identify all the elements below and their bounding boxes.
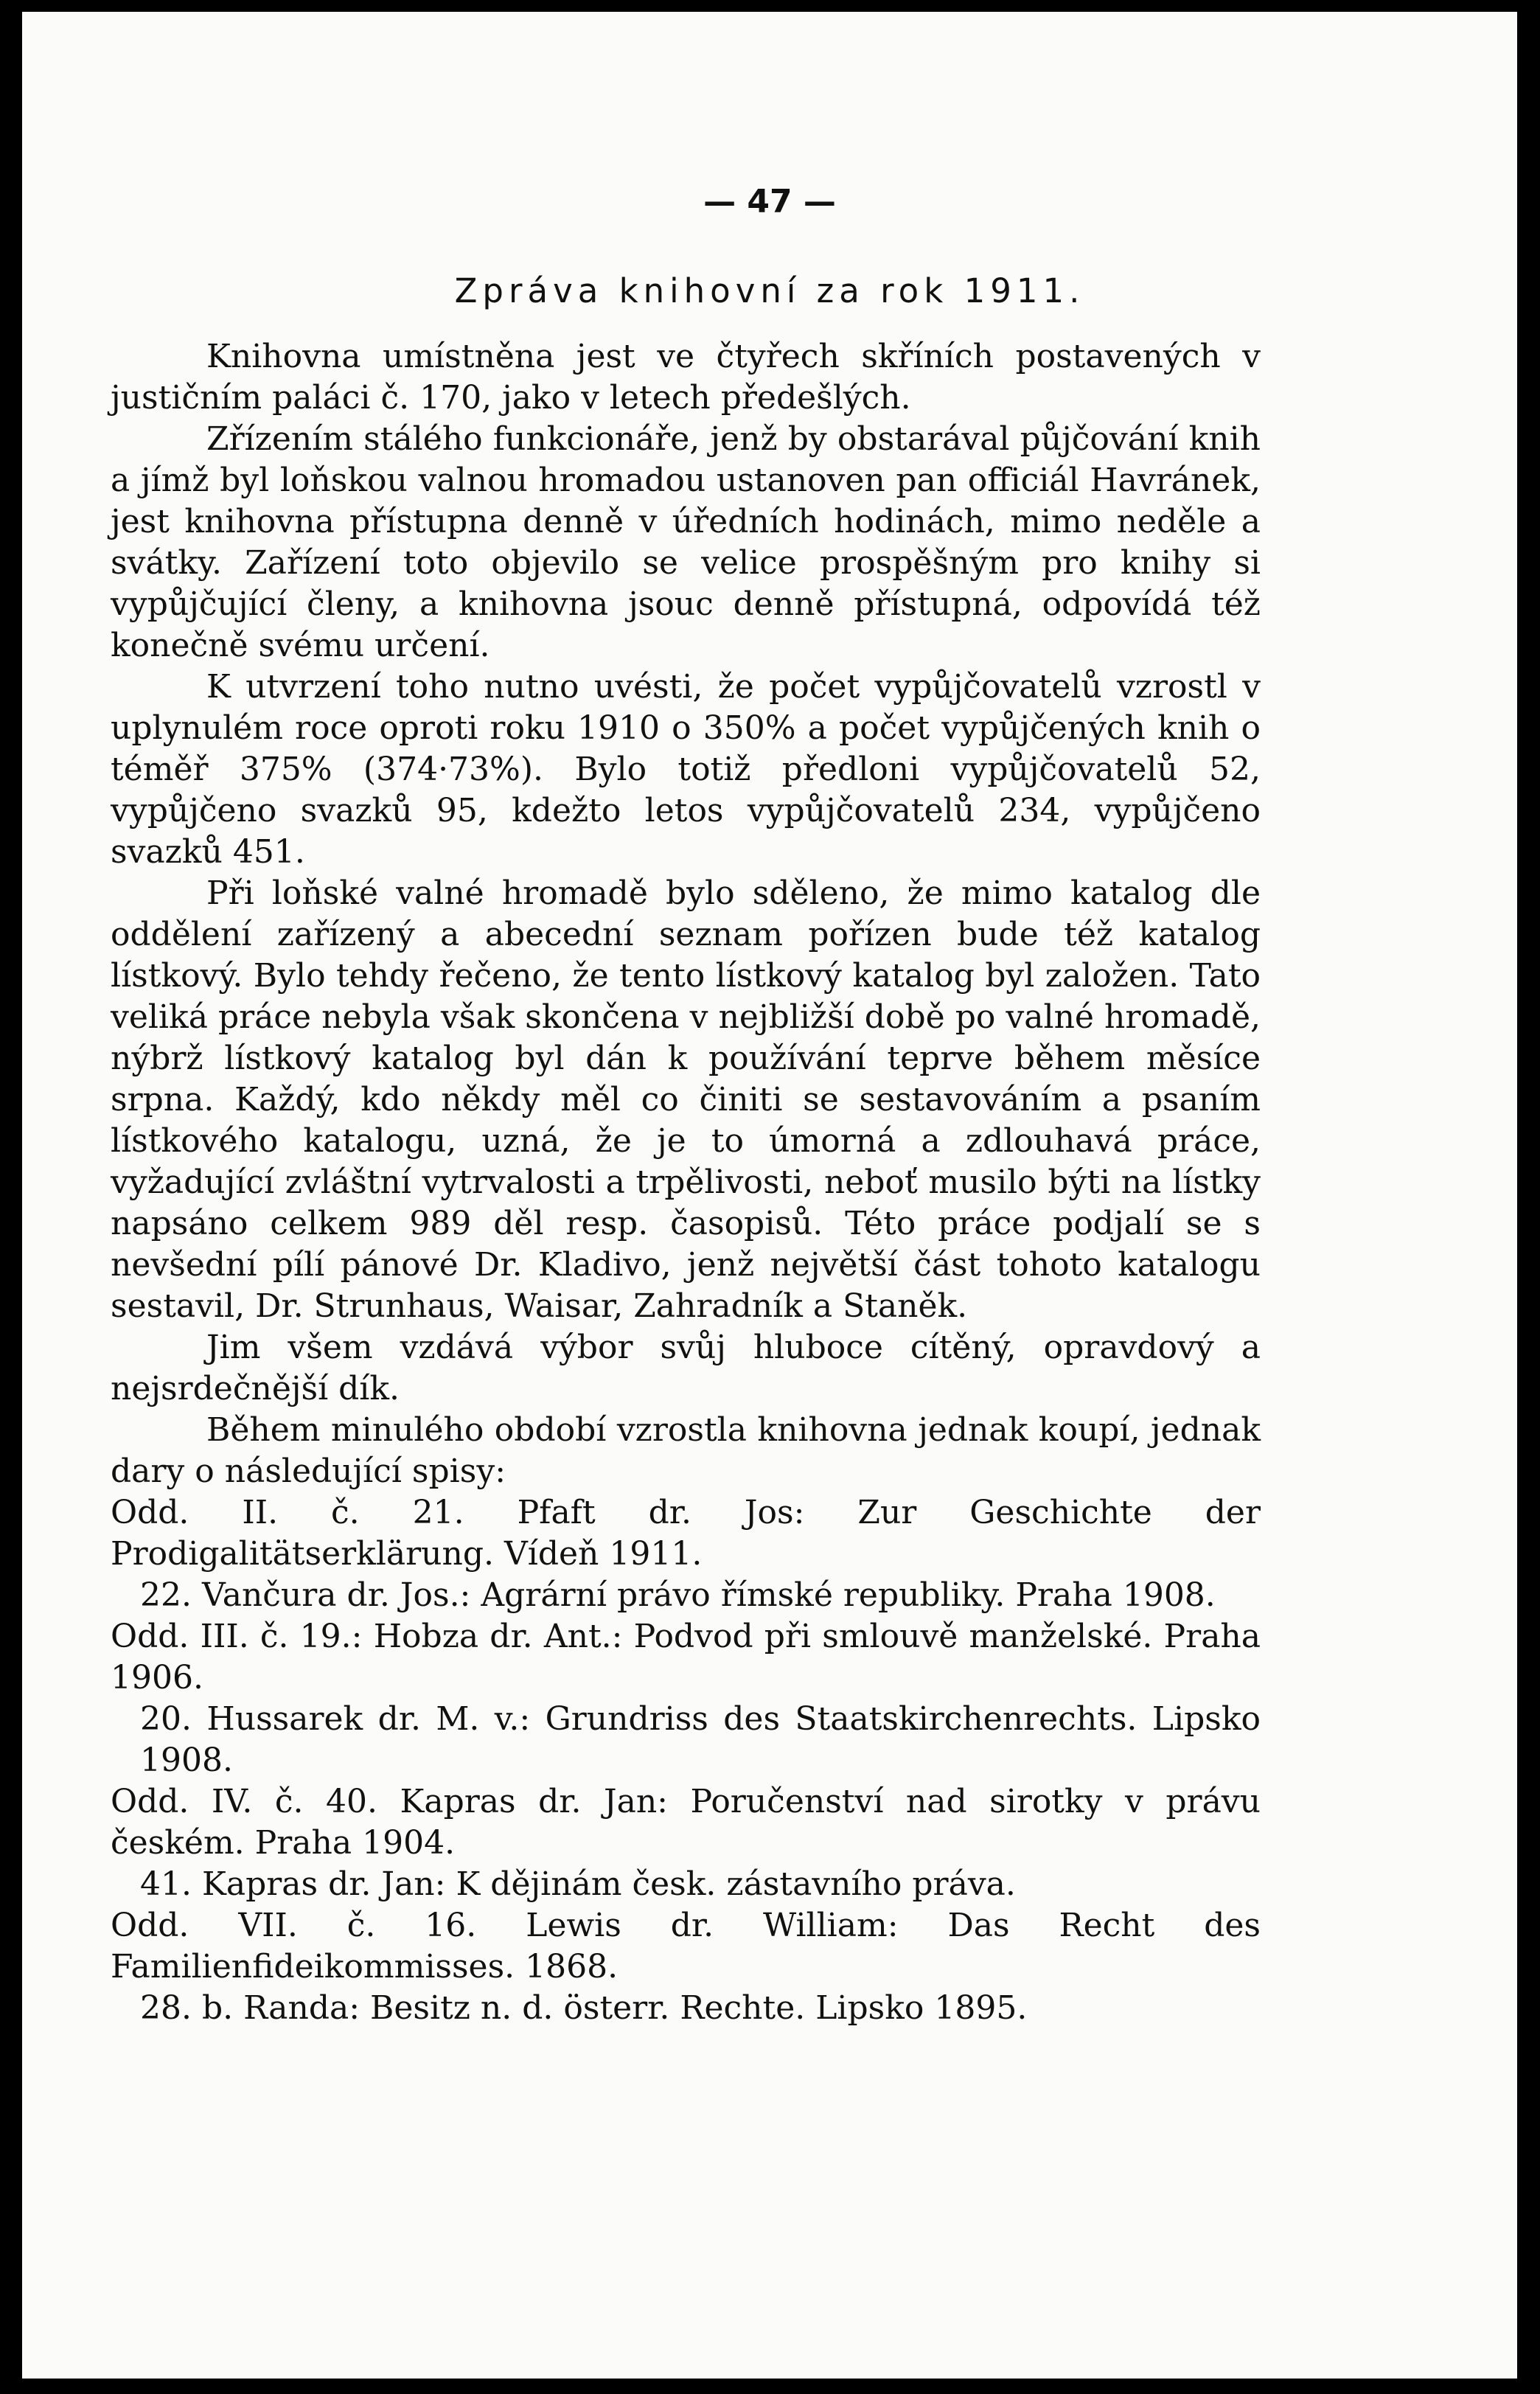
document-page	[22, 12, 1517, 2379]
entry-number: Odd. III. č. 19.:	[111, 1618, 363, 1655]
book-entry	[111, 1699, 1261, 1781]
entry-text: Kapras dr. Jan: Poručenství nad sirotky v právu českém. Praha 1904.	[111, 1783, 1261, 1862]
entry-text: Vančura dr. Jos.: Agrární právo římské republiky. Praha 1908.	[201, 1576, 1216, 1614]
book-entry	[111, 1616, 1261, 1699]
entry-number: 28. b.	[140, 1989, 234, 2027]
entry-text: Pfaft dr. Jos: Zur Geschichte der Prodigalitätserklärung. Vídeň 1911.	[111, 1494, 1261, 1573]
book-entry	[111, 1575, 1261, 1616]
entry-number: Odd. IV. č. 40.	[111, 1783, 377, 1820]
entry-number: 22.	[140, 1576, 192, 1614]
paragraph: Jim všem vzdává výbor svůj hluboce cítěný, opravdový a nejsrdečnější dík.	[111, 1329, 1261, 1407]
page-title: Zpráva knihovní za rok 1911.	[454, 271, 1085, 310]
book-entry	[111, 1988, 1261, 2029]
paragraph: Během minulého období vzrostla knihovna jednak koupí, jednak dary o následující spisy:	[111, 1411, 1261, 1490]
book-entry	[111, 1492, 1261, 1575]
document-body	[111, 336, 1261, 2029]
entry-number: 20.	[140, 1700, 192, 1738]
paragraph: K utvrzení toho nutno uvésti, že počet vypůjčovatelů vzrostl v uplynulém roce oproti roku 1910 o 350% a počet vypůjčených knih o téměř 375% (374·73%). Bylo totiž předloni vypůjčovatelů 52, vypůjčeno svazků 95, kdežto letos vypůjčovatelů 234, vypůjčeno svazků 451.	[111, 668, 1261, 871]
page-number: — 47 —	[703, 183, 836, 220]
book-entry	[111, 1781, 1261, 1864]
entry-text: Randa: Besitz n. d. österr. Rechte. Lipsko 1895.	[243, 1989, 1028, 2027]
book-entry	[111, 1864, 1261, 1905]
paragraph: Při loňské valné hromadě bylo sděleno, že mimo katalog dle oddělení zařízený a abecední seznam pořízen bude též katalog lístkový. Bylo tehdy řečeno, že tento lístkový katalog byl založen. Tato veliká práce nebyla však skončena v nejbližší době po valné hromadě, nýbrž lístkový katalog byl dán k používání teprve během měsíce srpna. Každý, kdo někdy měl co činiti se sestavováním a psaním lístkového katalogu, uzná, že je to úmorná a zdlouhavá práce, vyžadující zvláštní vytrvalosti a trpělivosti, neboť musilo býti na lístky napsáno celkem 989 děl resp. časopisů. Této práce podjalí se s nevšední pílí pánové Dr. Kladivo, jenž největší část tohoto katalogu sestavil, Dr. Strunhaus, Waisar, Zahradník a Staněk.	[111, 874, 1261, 1325]
paragraph: Zřízením stálého funkcionáře, jenž by obstarával půjčování knih a jímž byl loňskou valnou hromadou ustanoven pan officiál Havránek, jest knihovna přístupna denně v úředních hodinách, mimo neděle a svátky. Zařízení toto objevilo se velice prospěšným pro knihy si vypůjčující členy, a knihovna jsouc denně přístupná, odpovídá též konečně svému určení.	[111, 420, 1261, 664]
entry-text: Lewis dr. William: Das Recht des Familienfideikommisses. 1868.	[111, 1907, 1261, 1986]
entry-text: Kapras dr. Jan: K dějinám česk. zástavního práva.	[201, 1865, 1016, 1903]
entry-text: Hussarek dr. M. v.: Grundriss des Staatskirchenrechts. Lipsko 1908.	[140, 1700, 1261, 1779]
book-entry	[111, 1905, 1261, 1988]
entry-number: Odd. VII. č. 16.	[111, 1907, 477, 1944]
entry-number: Odd. II. č. 21.	[111, 1494, 464, 1531]
entry-number: 41.	[140, 1865, 192, 1903]
paragraph: Knihovna umístněna jest ve čtyřech skříních postavených v justičním paláci č. 170, jako v letech předešlých.	[111, 338, 1261, 417]
entry-text: Hobza dr. Ant.: Podvod při smlouvě manželské. Praha 1906.	[111, 1618, 1261, 1697]
